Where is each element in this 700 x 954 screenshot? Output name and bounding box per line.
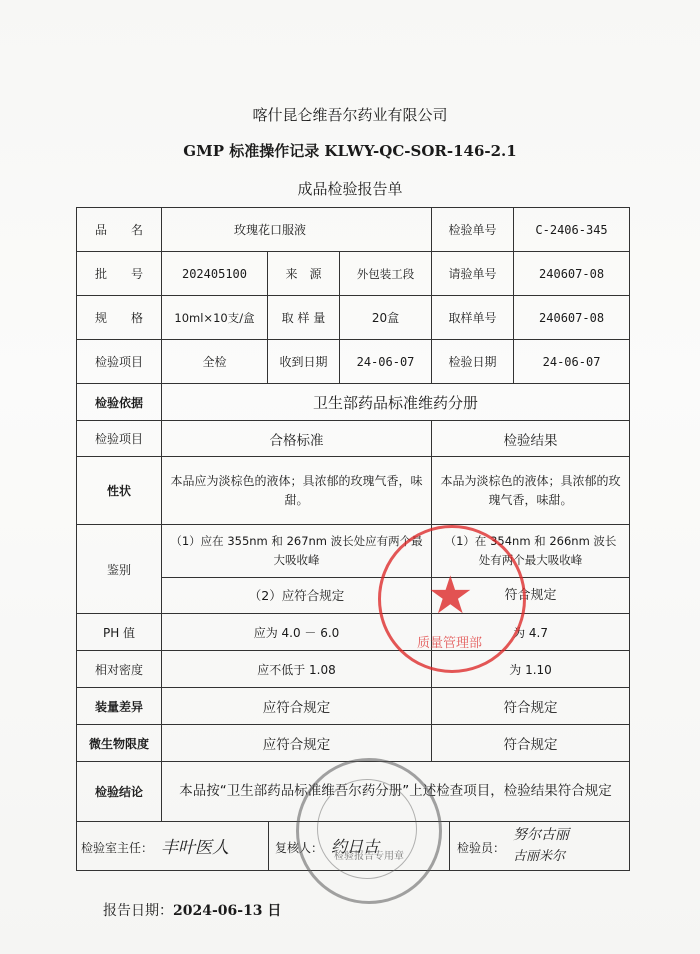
batch-label: 批 号 xyxy=(77,252,162,296)
divider xyxy=(449,822,450,870)
fill-result: 符合规定 xyxy=(432,688,630,725)
sample-no-value: 240607-08 xyxy=(514,296,630,340)
product-value: 玫瑰花口服液 xyxy=(162,208,432,252)
row-microbe xyxy=(77,725,630,762)
request-no-label: 请验单号 xyxy=(432,252,514,296)
basis-value: 卫生部药品标准维药分册 xyxy=(162,384,630,421)
identification-standard-1: （1）应在 355nm 和 267nm 波长处应有两个最大吸收峰 xyxy=(170,534,423,567)
row-basis xyxy=(77,384,630,421)
row-identification xyxy=(77,525,630,614)
identification-result-1: （1）在 354nm 和 266nm 波长处有两个最大吸收峰 xyxy=(444,534,617,567)
report-date xyxy=(103,900,281,920)
ph-result: 为 4.7 xyxy=(432,614,630,651)
microbe-standard: 应符合规定 xyxy=(162,725,432,762)
results-header-standard: 合格标准 xyxy=(162,421,432,457)
identification-result-cell xyxy=(432,525,630,614)
basis-label: 检验依据 xyxy=(77,384,162,421)
appearance-result: 本品为淡棕色的液体；具浓郁的玫瑰气香，味甜。 xyxy=(432,457,630,525)
received-label: 收到日期 xyxy=(268,340,340,384)
source-value: 外包装工段 xyxy=(340,252,432,296)
sample-qty-value: 20盒 xyxy=(340,296,432,340)
row-batch xyxy=(77,252,630,296)
identification-label: 鉴别 xyxy=(77,525,162,614)
signatures-cell xyxy=(77,822,630,871)
ph-label: PH 值 xyxy=(77,614,162,651)
density-label: 相对密度 xyxy=(77,651,162,688)
ph-standard: 应为 4.0 － 6.0 xyxy=(162,614,432,651)
row-spec xyxy=(77,296,630,340)
conclusion-label: 检验结论 xyxy=(77,762,162,822)
row-fill xyxy=(77,688,630,725)
reviewer-signature: 约日古 xyxy=(331,837,380,856)
item-label: 检验项目 xyxy=(77,340,162,384)
fill-standard: 应符合规定 xyxy=(162,688,432,725)
row-signatures xyxy=(77,822,630,871)
row-appearance xyxy=(77,457,630,525)
row-product xyxy=(77,208,630,252)
appearance-standard: 本品应为淡棕色的液体；具浓郁的玫瑰气香，味甜。 xyxy=(162,457,432,525)
received-value: 24-06-07 xyxy=(340,340,432,384)
results-header-item: 检验项目 xyxy=(77,421,162,457)
inspection-no-value: C-2406-345 xyxy=(514,208,630,252)
spec-label: 规 格 xyxy=(77,296,162,340)
product-label: 品 名 xyxy=(77,208,162,252)
row-density xyxy=(77,651,630,688)
results-header-result: 检验结果 xyxy=(432,421,630,457)
appearance-label: 性状 xyxy=(77,457,162,525)
density-result: 为 1.10 xyxy=(432,651,630,688)
inspector-signature: 努尔古丽 xyxy=(513,827,569,843)
inspection-report-table xyxy=(76,207,630,871)
document-code-title: GMP 标准操作记录 KLWY-QC-SOR-146-2.1 xyxy=(183,142,517,160)
inspector-label: 检验员： xyxy=(457,841,506,855)
test-date-label: 检验日期 xyxy=(432,340,514,384)
inspector-signature-2: 古丽米尔 xyxy=(513,849,566,864)
report-date-value: 2024-06-13 日 xyxy=(173,903,282,919)
request-no-value: 240607-08 xyxy=(514,252,630,296)
identification-standard-2: （2）应符合规定 xyxy=(162,577,431,613)
lab-director-signature: 丰叶医人 xyxy=(161,838,229,858)
conclusion-text: 本品按“卫生部药品标准维吾尔药分册”上述检查项目，检验结果符合规定 xyxy=(162,762,630,822)
company-name: 喀什昆仑维吾尔药业有限公司 xyxy=(252,106,448,124)
report-date-label: 报告日期： xyxy=(103,903,173,919)
row-ph xyxy=(77,614,630,651)
red-stamp-label: 质量管理部 xyxy=(417,636,483,651)
row-conclusion xyxy=(77,762,630,822)
identification-standard-cell xyxy=(162,525,432,614)
density-standard: 应不低于 1.08 xyxy=(162,651,432,688)
star-icon: ★ xyxy=(427,566,474,626)
row-item xyxy=(77,340,630,384)
lab-director-label: 检验室主任： xyxy=(81,841,154,855)
microbe-result: 符合规定 xyxy=(432,725,630,762)
sample-no-label: 取样单号 xyxy=(432,296,514,340)
reviewer-label: 复核人： xyxy=(275,841,324,855)
microbe-label: 微生物限度 xyxy=(77,725,162,762)
report-title: 成品检验报告单 xyxy=(297,180,403,198)
inspection-no-label: 检验单号 xyxy=(432,208,514,252)
test-date-value: 24-06-07 xyxy=(514,340,630,384)
sample-qty-label: 取 样 量 xyxy=(268,296,340,340)
fill-label: 装量差异 xyxy=(77,688,162,725)
gray-stamp-label: 检验报告专用章 xyxy=(334,851,404,862)
source-label: 来 源 xyxy=(268,252,340,296)
item-value: 全检 xyxy=(162,340,268,384)
spec-value: 10ml×10支/盒 xyxy=(162,296,268,340)
row-results-header xyxy=(77,421,630,457)
divider xyxy=(268,822,269,870)
batch-value: 202405100 xyxy=(162,252,268,296)
identification-result-2: 符合规定 xyxy=(432,577,629,613)
